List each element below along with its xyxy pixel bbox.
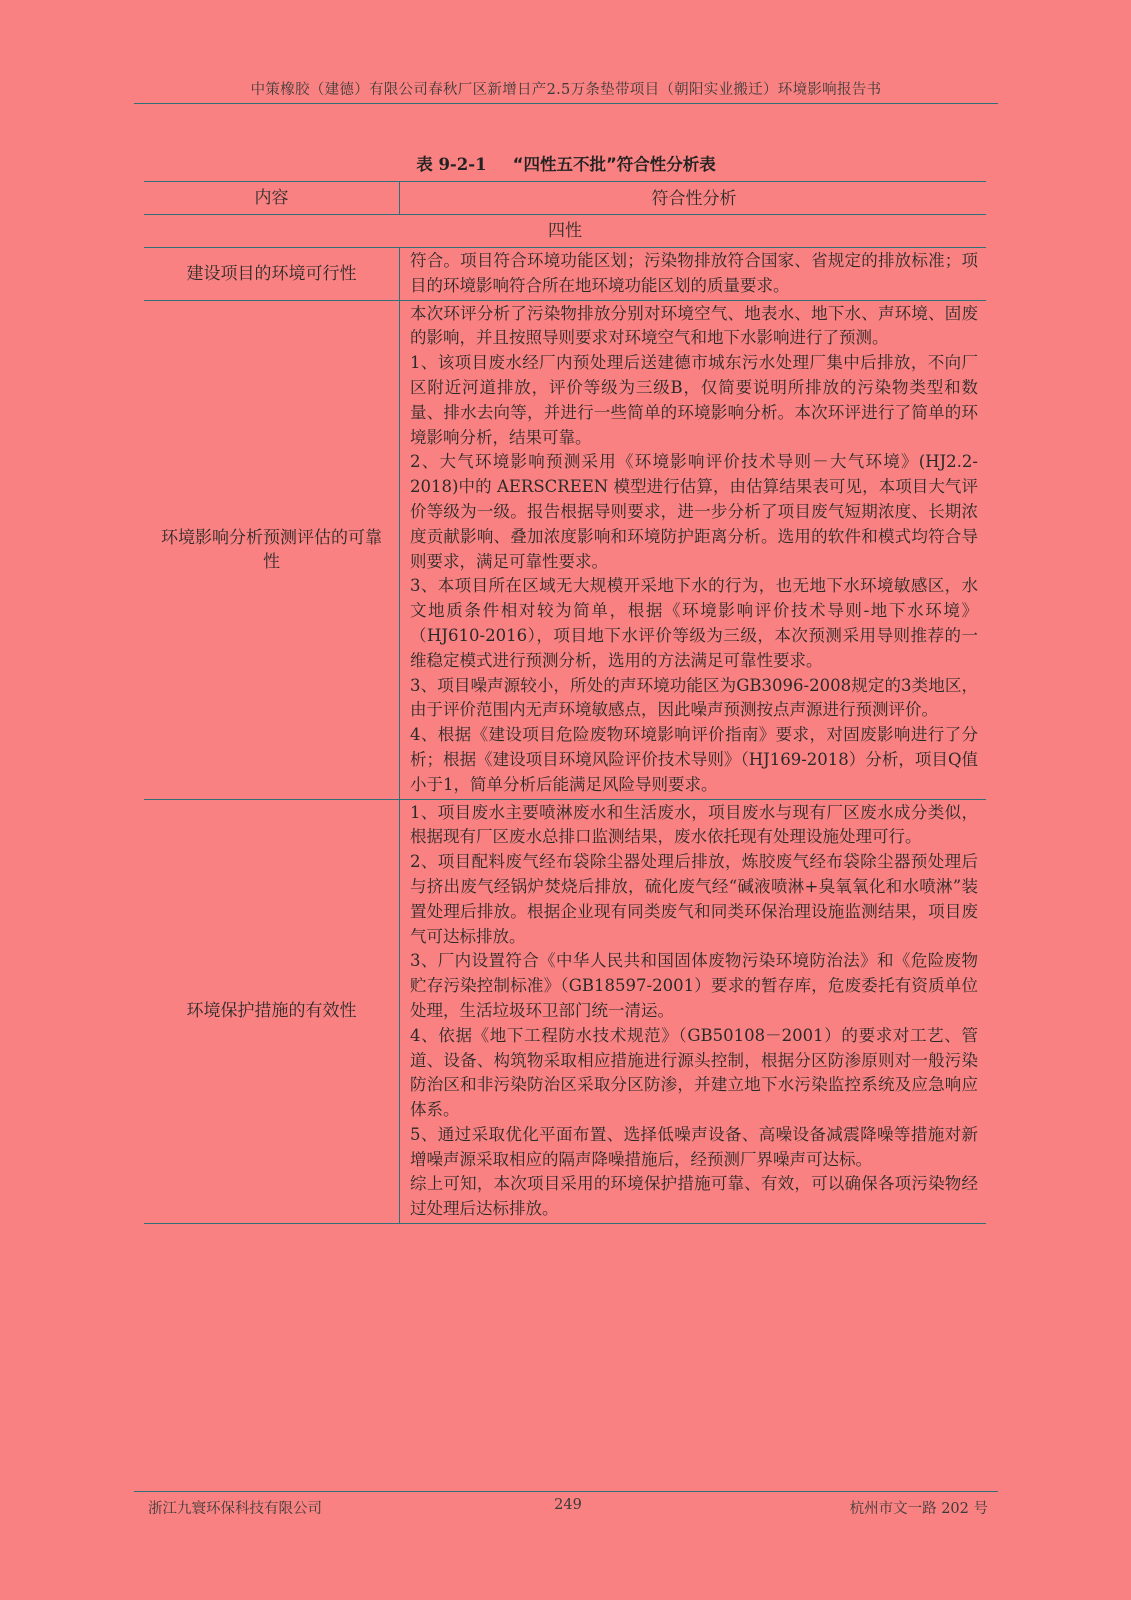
analysis-paragraph: 3、本项目所在区域无大规模开采地下水的行为，也无地下水环境敏感区，水文地质条件相对较为简单，根据《环境影响评价技术导则-地下水环境》（HJ610-2016），项目地下水评价等级为三级，本次预测采用导则推荐的一维稳定模式进行预测分析，选用的方法满足可靠性要求。: [410, 576, 978, 670]
analysis-paragraph: 4、依据《地下工程防水技术规范》（GB50108－2001）的要求对工艺、管道、设备、构筑物采取相应措施进行源头控制，根据分区防渗原则对一般污染防治区和非污染防治区采取分区防渗，并建立地下水污染监控系统及应急响应体系。: [410, 1025, 978, 1120]
analysis-paragraph: 2、大气环境影响预测采用《环境影响评价技术导则－大气环境》(HJ2.2-2018)中的 AERSCREEN 模型进行估算，由估算结果表可见，本项目大气评价等级为一级。报告根据导则要求，进一步分析了项目废气短期浓度、长期浓度贡献影响、叠加浓度影响和环境防护距离分析。选用的软件和模式均符合导则要求，满足可靠性要求。: [410, 452, 978, 571]
analysis-paragraph: 3、项目噪声源较小，所处的声环境功能区为GB3096-2008规定的3类地区，由于评价范围内无声环境敏感点，因此噪声预测按点声源进行预测评价。: [410, 675, 978, 720]
analysis-paragraph: 4、根据《建设项目危险废物环境影响评价指南》要求，对固废影响进行了分析；根据《建设项目环境风险评价技术导则》（HJ169-2018）分析，项目Q值小于1，简单分析后能满足风险导则要求。: [410, 725, 978, 794]
row-analysis: [400, 301, 986, 799]
analysis-paragraph: 符合。项目符合环境功能区划；污染物排放符合国家、省规定的排放标准；项目的环境影响符合所在地环境功能区划的质量要求。: [410, 251, 978, 295]
analysis-paragraph: 1、该项目废水经厂内预处理后送建德市城东污水处理厂集中后排放，不向厂区附近河道排放，评价等级为三级B，仅简要说明所排放的污染物类型和数量、排水去向等，并进行一些简单的环境影响分析。本次环评进行了简单的环境影响分析，结果可靠。: [410, 353, 978, 447]
header-divider: [134, 103, 998, 104]
analysis-paragraph: 5、通过采取优化平面布置、选择低噪声设备、高噪设备减震降噪等措施对新增噪声源采取相应的隔声降噪措施后，经预测厂界噪声可达标。: [410, 1124, 978, 1169]
table-row: [144, 301, 986, 800]
section-row: [144, 215, 986, 248]
footer-company: 浙江九寰环保科技有限公司: [148, 1501, 322, 1517]
page-number: 249: [554, 1497, 582, 1513]
table-number: 表 9-2-1: [416, 155, 487, 174]
compliance-table: [144, 181, 986, 1224]
analysis-paragraph: 综上可知，本次项目采用的环境保护措施可靠、有效，可以确保各项污染物经过处理后达标排放。: [410, 1174, 978, 1219]
analysis-paragraph: 本次环评分析了污染物排放分别对环境空气、地表水、地下水、声环境、固废的影响，并且按照导则要求对环境空气和地下水影响进行了预测。: [410, 303, 978, 348]
footer-divider: [134, 1491, 998, 1492]
running-header: 中策橡胶（建德）有限公司春秋厂区新增日产2.5万条垫带项目（朝阳实业搬迁）环境影响报告书: [250, 82, 882, 98]
table-title: “四性五不批”符合性分析表: [512, 155, 716, 174]
row-analysis: [400, 800, 986, 1224]
row-label: 环境影响分析预测评估的可靠性: [144, 301, 400, 799]
table-row: [144, 248, 986, 301]
row-analysis: [400, 248, 986, 300]
row-label: 建设项目的环境可行性: [144, 248, 400, 300]
section-title: 四性: [548, 221, 582, 241]
table-caption: [134, 151, 998, 175]
column-header-content: 内容: [144, 182, 400, 214]
table-header-row: [144, 182, 986, 215]
analysis-paragraph: 2、项目配料废气经布袋除尘器处理后排放，炼胶废气经布袋除尘器预处理后与挤出废气经锅炉焚烧后排放，硫化废气经“碱液喷淋+臭氧氧化和水喷淋”装置处理后排放。根据企业现有同类废气和同类环保治理设施监测结果，项目废气可达标排放。: [410, 852, 978, 946]
table-row: [144, 800, 986, 1224]
analysis-paragraph: 1、项目废水主要喷淋废水和生活废水，项目废水与现有厂区废水成分类似，根据现有厂区废水总排口监测结果，废水依托现有处理设施处理可行。: [410, 802, 978, 847]
analysis-paragraph: 3、厂内设置符合《中华人民共和国固体废物污染环境防治法》和《危险废物贮存污染控制标准》（GB18597-2001）要求的暂存库，危废委托有资质单位处理，生活垃圾环卫部门统一清运。: [410, 951, 978, 1020]
row-label: 环境保护措施的有效性: [144, 800, 400, 1224]
column-header-analysis: 符合性分析: [651, 189, 737, 209]
footer-address: 杭州市文一路 202 号: [849, 1501, 988, 1517]
